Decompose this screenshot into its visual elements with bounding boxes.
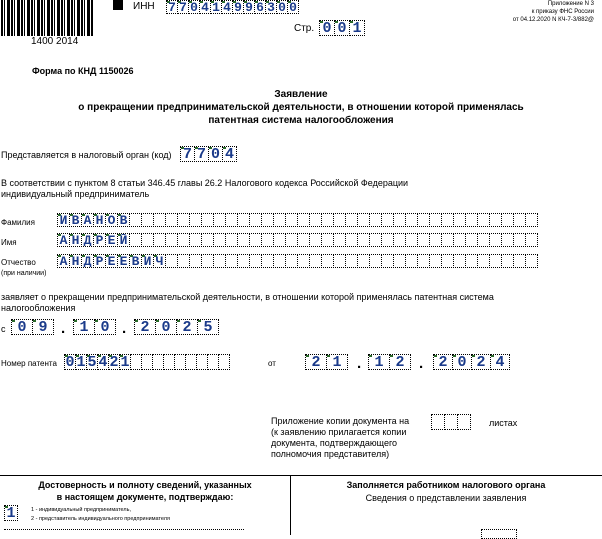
char-cell[interactable]: И — [141, 254, 154, 268]
inn-boxes[interactable] — [166, 0, 298, 14]
title-line: патентная система налогообложения — [208, 115, 394, 126]
char-cell[interactable]: 0 — [334, 20, 350, 36]
title-line: Заявление — [274, 89, 328, 100]
char-cell[interactable]: 9 — [243, 0, 255, 14]
date-separator: . — [122, 320, 127, 337]
attachment-text — [271, 416, 409, 460]
char-cell[interactable]: 5 — [87, 354, 97, 370]
char-cell[interactable]: 4 — [98, 354, 108, 370]
char-cell[interactable]: 2 — [471, 354, 491, 370]
char-cell[interactable]: 1 — [120, 354, 130, 370]
name-field[interactable] — [57, 233, 537, 247]
patent-from-label: от — [268, 359, 276, 368]
char-cell[interactable]: Е — [105, 254, 118, 268]
char-cell[interactable]: 1 — [4, 505, 18, 521]
confirm-title-line: в настоящем документе, подтверждаю: — [56, 492, 234, 502]
attachment-line: (к заявлению прилагается копии — [271, 427, 407, 437]
confirm-title-line: Достоверность и полноту сведений, указанных — [38, 480, 252, 490]
char-cell[interactable]: 0 — [208, 146, 223, 162]
char-cell[interactable]: 4 — [490, 354, 510, 370]
char-cell[interactable]: 1 — [326, 354, 348, 370]
char-cell[interactable]: 0 — [287, 0, 299, 14]
char-cell[interactable]: 1 — [73, 319, 95, 335]
char-cell[interactable]: И — [57, 213, 70, 227]
name-label: Имя — [1, 238, 17, 247]
patent-date-day[interactable] — [305, 354, 347, 370]
char-cell[interactable] — [525, 213, 538, 227]
stop-date-day[interactable] — [11, 319, 53, 335]
char-cell[interactable]: 0 — [452, 354, 472, 370]
confirm-title — [0, 479, 290, 503]
char-cell[interactable]: 7 — [166, 0, 178, 14]
appendix-line: Приложение N 3 — [547, 1, 594, 7]
declares-line: налогообложения — [1, 303, 76, 313]
char-cell[interactable] — [218, 354, 230, 370]
attachment-line: документа, подтверждающего — [271, 438, 398, 448]
officer-field[interactable] — [481, 529, 517, 539]
char-cell[interactable]: Н — [93, 213, 106, 227]
section-divider — [0, 475, 602, 476]
char-cell[interactable]: 2 — [389, 354, 411, 370]
form-code: Форма по КНД 1150026 — [32, 66, 134, 76]
attachment-line: Приложение копии документа на — [271, 416, 410, 426]
tax-authority-code[interactable] — [180, 146, 236, 162]
char-cell[interactable]: 2 — [305, 354, 327, 370]
char-cell[interactable]: Н — [69, 254, 82, 268]
char-cell[interactable]: 0 — [188, 0, 200, 14]
char-cell[interactable]: 2 — [176, 319, 198, 335]
attachment-sheets-field[interactable] — [431, 414, 470, 430]
patent-label: Номер патента — [1, 359, 57, 368]
char-cell[interactable]: 0 — [94, 319, 116, 335]
char-cell[interactable]: А — [57, 233, 70, 247]
law-line: В соответствии с пунктом 8 статьи 346.45 главы 26.2 Налогового кодекса Российской Федерации — [1, 178, 409, 188]
char-cell[interactable]: 0 — [319, 20, 335, 36]
char-cell[interactable]: Е — [105, 233, 118, 247]
char-cell[interactable]: 0 — [276, 0, 288, 14]
char-cell[interactable]: 5 — [197, 319, 219, 335]
stop-date-month[interactable] — [73, 319, 115, 335]
patent-date-year[interactable] — [433, 354, 509, 370]
signature-row — [4, 529, 244, 538]
char-cell[interactable]: 2 — [433, 354, 453, 370]
declares-line: заявляет о прекращении предпринимательской деятельности, в отношении которой применялась патентная система — [1, 292, 494, 302]
title-line: о прекращении предпринимательской деятельности, в отношении которой применялась — [78, 102, 524, 113]
char-cell[interactable]: 1 — [210, 0, 222, 14]
char-cell[interactable]: Р — [93, 233, 106, 247]
char-cell[interactable] — [525, 254, 538, 268]
char-cell[interactable]: Й — [117, 233, 130, 247]
patent-date-month[interactable] — [368, 354, 410, 370]
law-text — [1, 178, 408, 200]
char-cell[interactable]: 0 — [65, 354, 75, 370]
char-cell[interactable]: Д — [81, 254, 94, 268]
date-separator: . — [61, 320, 66, 337]
char-cell[interactable]: 1 — [368, 354, 390, 370]
date-separator: . — [419, 355, 424, 372]
char-cell[interactable]: 4 — [221, 0, 233, 14]
char-cell[interactable]: Н — [69, 233, 82, 247]
char-cell[interactable]: 1 — [76, 354, 86, 370]
char-cell[interactable]: В — [129, 254, 142, 268]
char-cell[interactable]: 1 — [349, 20, 365, 36]
char-cell[interactable] — [444, 414, 458, 430]
confirm-value-field[interactable] — [4, 505, 17, 521]
char-cell[interactable]: О — [105, 213, 118, 227]
patronymic-note: (при наличии) — [1, 270, 47, 277]
patronymic-label: Отчество — [1, 258, 36, 267]
officer-subtitle: Сведения о представлении заявления — [365, 493, 527, 503]
page-boxes[interactable] — [319, 20, 364, 36]
officer-title: Заполняется работником налогового органа — [346, 480, 546, 490]
char-cell[interactable]: Ч — [153, 254, 166, 268]
surname-field[interactable] — [57, 213, 537, 227]
char-cell[interactable]: 2 — [134, 319, 156, 335]
char-cell[interactable]: Е — [117, 254, 130, 268]
law-line: индивидуальный предприниматель — [1, 189, 150, 199]
char-cell[interactable]: А — [81, 213, 94, 227]
appendix-note — [513, 0, 594, 24]
char-cell[interactable]: 7 — [177, 0, 189, 14]
char-cell[interactable]: 0 — [11, 319, 33, 335]
char-cell[interactable]: А — [57, 254, 70, 268]
patronymic-field[interactable] — [57, 254, 537, 268]
appendix-line: от 04.12.2020 N КЧ-7-3/882@ — [512, 17, 594, 23]
char-cell[interactable]: В — [117, 213, 130, 227]
stop-date-label: с — [1, 324, 6, 334]
appendix-line: к приказу ФНС России — [531, 9, 594, 15]
stop-date-year[interactable] — [134, 319, 218, 335]
page-label: Стр. — [294, 23, 315, 34]
char-cell[interactable] — [457, 414, 471, 430]
corner-marker — [113, 0, 123, 10]
char-cell[interactable]: 4 — [199, 0, 211, 14]
barcode — [1, 0, 93, 36]
char-cell[interactable]: Д — [81, 233, 94, 247]
surname-label: Фамилия — [1, 218, 35, 227]
char-cell[interactable]: 9 — [32, 319, 54, 335]
sheets-label: листах — [489, 418, 518, 428]
tax-authority-label: Представляется в налоговый орган (код) — [1, 150, 172, 160]
declares-text — [1, 292, 494, 314]
char-cell[interactable]: 9 — [232, 0, 244, 14]
char-cell[interactable] — [431, 414, 445, 430]
patent-number-field[interactable] — [64, 354, 229, 370]
confirm-option: 2 - представитель индивидуального предпринимателя — [31, 516, 170, 522]
char-cell[interactable]: 2 — [109, 354, 119, 370]
char-cell[interactable]: В — [69, 213, 82, 227]
char-cell[interactable]: 4 — [222, 146, 237, 162]
confirm-options — [31, 506, 170, 524]
char-cell[interactable]: 6 — [254, 0, 266, 14]
char-cell[interactable] — [525, 233, 538, 247]
barcode-number: 1400 2014 — [31, 36, 79, 47]
confirm-option: 1 - индивидуальный предприниматель, — [31, 507, 132, 513]
inn-label: ИНН — [133, 1, 155, 12]
char-cell[interactable]: 0 — [155, 319, 177, 335]
char-cell[interactable]: 3 — [265, 0, 277, 14]
char-cell[interactable]: 7 — [180, 146, 195, 162]
char-cell[interactable]: 7 — [194, 146, 209, 162]
char-cell[interactable]: Р — [93, 254, 106, 268]
document-title — [0, 88, 602, 127]
attachment-line: полномочия представителя) — [271, 449, 390, 459]
date-separator: . — [357, 355, 362, 372]
